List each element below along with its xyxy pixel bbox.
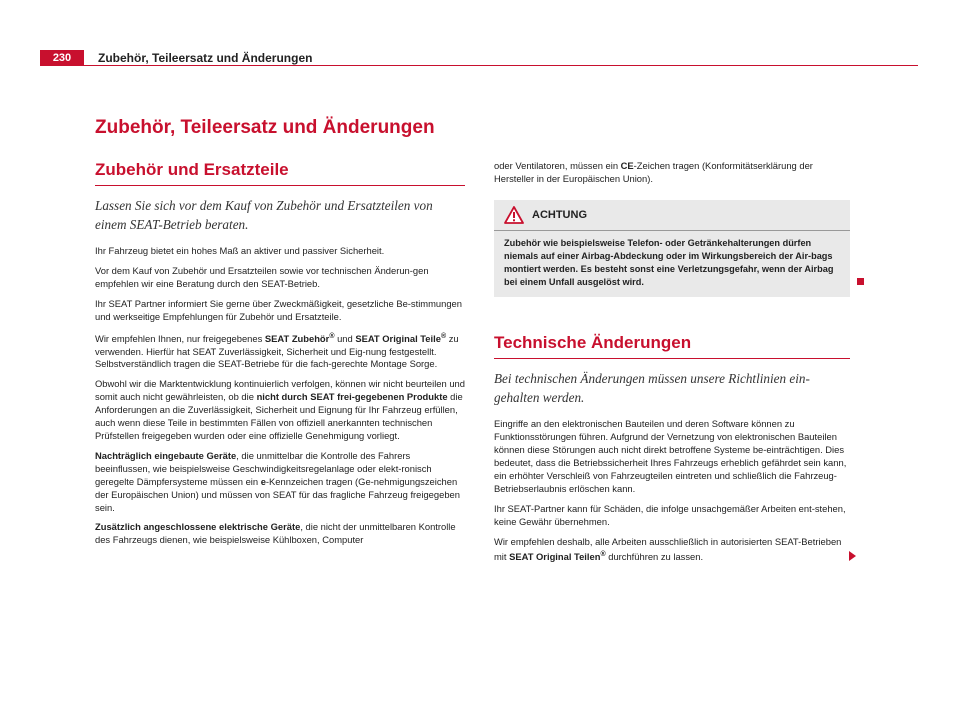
running-header-title: Zubehör, Teileersatz und Änderungen xyxy=(98,51,313,65)
section-heading-accessories: Zubehör und Ersatzteile xyxy=(95,160,289,179)
page-number: 230 xyxy=(40,50,84,66)
paragraph: Vor dem Kauf von Zubehör und Ersatzteilen sowie vor technischen Änderun-gen empfehlen wir eine Beratung durch den SEAT-Betrieb. xyxy=(95,264,429,289)
warning-text: Zubehör wie beispielsweise Telefon- oder Getränkehalterungen dürfen niemals auf einer Airbag-Abdeckung oder im Wirkungsbereich der Air-bags montiert werden. Es besteht sonst eine Verletzungsgefahr, wenn der Airbag bei einem Unfall ausgelöst wird. xyxy=(504,237,834,287)
header-rule xyxy=(84,65,918,66)
section-intro: Bei technischen Änderungen müssen unsere Richtlinien ein-gehalten werden. xyxy=(494,371,810,406)
warning-box xyxy=(494,200,850,298)
paragraph: Eingriffe an den elektronischen Bauteilen und deren Software können zu Funktionsstörungen führen. Aufgrund der Vernetzung von elektronischen Bauteilen können diese Störungen auch nicht direkt betroffene Systeme be-einträchtigen. Dies bedeutet, dass die Betriebssicherheit Ihres Fahrzeugs erheblich gefährdet sein kann, ein erhöhter Verschleiß von Fahrzeugteilen eintreten und schließlich die Fahrzeug-Betriebserlaubnis erlöschen kann. xyxy=(494,418,847,494)
section-heading-technical-changes: Technische Änderungen xyxy=(494,333,692,353)
end-of-section-marker xyxy=(857,278,864,285)
paragraph: Ihr Fahrzeug bietet ein hohes Maß an aktiver und passiver Sicherheit. xyxy=(95,245,385,256)
warning-rule xyxy=(494,230,850,231)
paragraph: oder Ventilatoren, müssen ein CE-Zeichen tragen (Konformitätserklärung der Hersteller in der Europäischen Union). xyxy=(494,160,813,184)
warning-title: ACHTUNG xyxy=(532,208,587,221)
paragraph: Zusätzlich angeschlossene elektrische Geräte, die nicht der unmittelbaren Kontrolle des Fahrzeugs dienen, wie beispielsweise Kühlboxen, Computer xyxy=(95,521,456,546)
paragraph: Obwohl wir die Marktentwicklung kontinuierlich verfolgen, können wir nicht beurteilen und somit auch nicht gewährleisten, ob die nicht durch SEAT frei-gegebenen Produkte die Anforderungen an die Zuverlässigkeit, Sicherheit und Eignung für Ihr Fahrzeug erfüllen, auch wenn diese Teile in bestimmten Fällen von offiziell anerkannten technischen Prüfstellen freigegeben wurden oder eine offizielle Genehmigung vorliegt. xyxy=(95,378,465,441)
paragraph: Nachträglich eingebaute Geräte, die unmittelbar die Kontrolle des Fahrers beeinflussen, wie beispielsweise Geschwindigkeitsregelanlage oder elekt-ronisch geregelte Dämpfersysteme müssen ein e-Kennzeichen tragen (Ge-nehmigungszeichen der Europäischen Union) und müssen von SEAT für das fragliche Fahrzeug freigegeben sein. xyxy=(95,449,460,513)
paragraph: Wir empfehlen Ihnen, nur freigegebenes SEAT Zubehör® und SEAT Original Teile® zu verwenden. Hierfür hat SEAT Zuverlässigkeit, Sicherheit und Eig-nung festgestellt. Selbstverständlich tragen die SEAT-Betriebe für die fach-gerechte Montage Sorge. xyxy=(95,332,459,370)
paragraph: Wir empfehlen deshalb, alle Arbeiten ausschließlich in autorisierten SEAT-Betrieben mit SEAT Original Teilen® durchführen zu lassen. xyxy=(494,536,850,564)
paragraph: Ihr SEAT-Partner kann für Schäden, die infolge unsachgemäßer Arbeiten ent-stehen, keine Gewähr übernehmen. xyxy=(494,502,846,527)
left-column xyxy=(95,160,465,554)
right-column xyxy=(494,160,850,571)
section-intro: Lassen Sie sich vor dem Kauf von Zubehör und Ersatzteilen von einem SEAT-Betrieb beraten. xyxy=(95,198,433,232)
warning-triangle-icon xyxy=(504,206,524,224)
section-rule xyxy=(95,185,465,186)
continue-arrow-icon xyxy=(849,551,856,561)
chapter-title: Zubehör, Teileersatz und Änderungen xyxy=(95,117,435,138)
paragraph: Ihr SEAT Partner informiert Sie gerne über Zweckmäßigkeit, gesetzliche Be-stimmungen und werkseitige Empfehlungen für Zubehör und Ersatzteile. xyxy=(95,297,462,322)
section-rule xyxy=(494,358,850,359)
